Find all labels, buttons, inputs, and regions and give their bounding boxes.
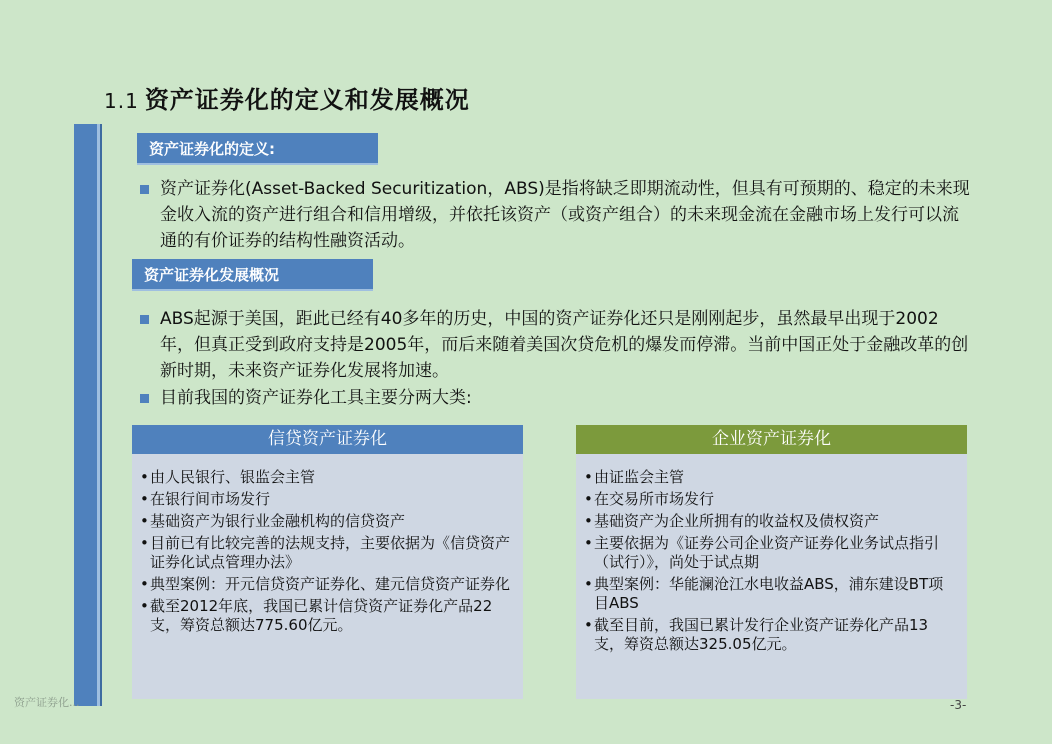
list-item: • 典型案例：开元信贷资产证券化、建元信贷资产证券化	[140, 575, 511, 594]
list-item: • 截至2012年底，我国已累计信贷资产证券化产品22支，筹资总额达775.60亿元。	[140, 597, 511, 635]
list-item: • 由证监会主管	[584, 468, 955, 487]
section-number: 1.1	[104, 89, 139, 113]
decorative-sidebar-bar	[74, 124, 100, 706]
development-bullet	[140, 306, 970, 384]
enterprise-abs-box	[576, 425, 967, 699]
definition-text: 资产证券化(Asset-Backed Securitization，ABS)是指将缺乏即期流动性，但具有可预期的、稳定的未来现金收入流的资产进行组合和信用增级，并依托该资产（或资产组合）的未来现金流在金融市场上发行可以流通的有价证券的结构性融资活动。	[160, 179, 970, 251]
square-bullet-icon	[140, 185, 149, 194]
list-item: • 目前已有比较完善的法规支持，主要依据为《信贷资产证券化试点管理办法》	[140, 534, 511, 572]
list-item: • 主要依据为《证券公司企业资产证券化业务试点指引（试行）》，尚处于试点期	[584, 534, 955, 572]
list-item: • 截至目前，我国已累计发行企业资产证券化产品13支，筹资总额达325.05亿元。	[584, 616, 955, 654]
list-item: • 由人民银行、银监会主管	[140, 468, 511, 487]
list-item: • 基础资产为银行业金融机构的信贷资产	[140, 512, 511, 531]
definition-bullet	[140, 176, 970, 254]
square-bullet-icon	[140, 315, 149, 324]
list-item: • 在交易所市场发行	[584, 490, 955, 509]
list-item: • 基础资产为企业所拥有的收益权及债权资产	[584, 512, 955, 531]
credit-abs-list	[132, 454, 523, 635]
list-item: • 在银行间市场发行	[140, 490, 511, 509]
development-section-label: 资产证券化发展概况	[132, 259, 373, 291]
credit-abs-box	[132, 425, 523, 699]
page-number: -3-	[950, 698, 967, 712]
title-text: 资产证券化的定义和发展概况	[144, 86, 470, 114]
tools-bullet	[140, 385, 970, 411]
page-title	[104, 80, 470, 115]
list-item: • 典型案例：华能澜沧江水电收益ABS，浦东建设BT项目ABS	[584, 575, 955, 613]
footer-caption: 资产证券化...	[14, 696, 80, 709]
tools-text: 目前我国的资产证券化工具主要分两大类:	[160, 388, 472, 408]
enterprise-abs-header: 企业资产证券化	[576, 425, 967, 454]
enterprise-abs-list	[576, 454, 967, 654]
definition-section-label: 资产证券化的定义:	[137, 133, 378, 165]
square-bullet-icon	[140, 394, 149, 403]
development-text: ABS起源于美国，距此已经有40多年的历史，中国的资产证券化还只是刚刚起步，虽然最早出现于2002年，但真正受到政府支持是2005年，而后来随着美国次贷危机的爆发而停滞。当前中国正处于金融改革的创新时期，未来资产证券化发展将加速。	[160, 309, 969, 381]
credit-abs-header: 信贷资产证券化	[132, 425, 523, 454]
